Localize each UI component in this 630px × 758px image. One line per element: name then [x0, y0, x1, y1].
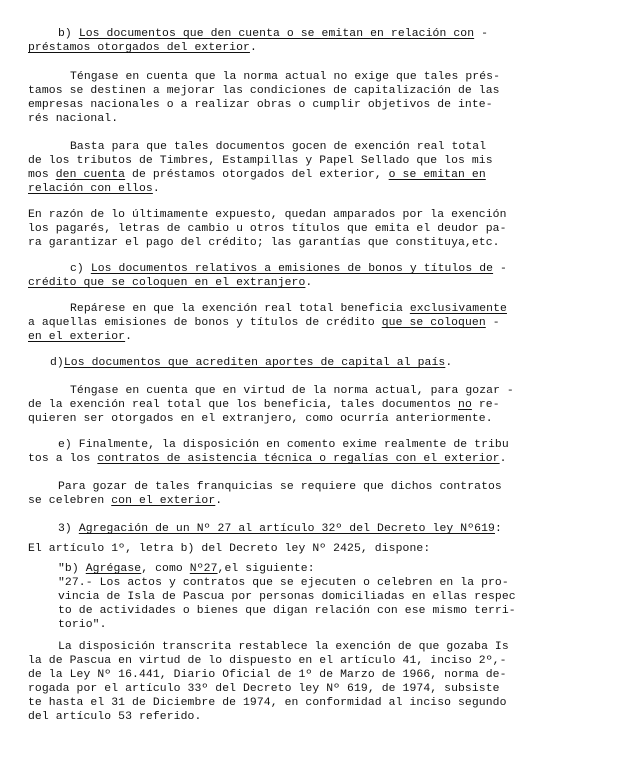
text-segment: rés nacional. [28, 113, 119, 125]
text-segment: de préstamos otorgados del exterior, [125, 169, 389, 181]
text-line [28, 710, 201, 725]
underlined-text: Los documentos relativos a emisiones de bonos y títulos de [90, 263, 494, 275]
text-segment: Para gozar de tales franquicias se requiere que dichos contratos [58, 481, 502, 493]
text-segment: , como [141, 563, 190, 575]
text-segment: se celebren [28, 495, 112, 507]
underlined-text: Nº27 [189, 563, 218, 575]
underlined-text: Agregación de un Nº 27 al artículo 32º del Decreto ley Nº619 [78, 523, 495, 535]
text-segment: d) [50, 357, 64, 369]
text-segment: mos [28, 169, 56, 181]
text-segment: Téngase en cuenta que en virtud de la norma actual, para gozar - [70, 385, 514, 397]
text-segment: . [215, 495, 223, 507]
text-segment: torio". [58, 619, 107, 631]
text-segment: vincia de Isla de Pascua por personas domiciliadas en ellas respec [58, 591, 516, 603]
text-segment: . [499, 453, 507, 465]
underlined-text: Agrégase [85, 563, 142, 575]
text-line [58, 604, 516, 619]
text-line [28, 316, 500, 331]
text-segment: En razón de lo últimamente expuesto, quedan amparados por la exención [28, 209, 507, 221]
underlined-text: relación con ellos [28, 183, 153, 195]
text-segment: rogada por el artículo 33º del Decreto ley Nº 619, de 1974, subsiste [28, 683, 500, 695]
text-segment: c) [70, 263, 91, 275]
text-line [58, 618, 107, 633]
text-segment: a aquellas emisiones de bonos y títulos de crédito [28, 317, 382, 329]
text-line [28, 208, 507, 223]
text-segment: - [474, 28, 489, 40]
text-line [28, 412, 493, 427]
text-segment: . [152, 183, 160, 195]
text-segment: Basta para que tales documentos gocen de exención real total [70, 141, 487, 153]
text-line [28, 84, 500, 99]
text-segment: : [494, 523, 502, 535]
text-segment: la de Pascua en virtud de lo dispuesto en el artículo 41, inciso 2º,- [28, 655, 507, 667]
text-line [50, 356, 452, 371]
underlined-text: con el exterior [111, 495, 216, 507]
underlined-text: Los documentos que den cuenta o se emitan en relación con [78, 28, 475, 40]
underlined-text: Los documentos que acrediten aportes de capital al país [63, 357, 446, 369]
text-segment: ,el siguiente: [217, 563, 315, 575]
text-segment: empresas nacionales o a realizar obras o cumplir objetivos de inte- [28, 99, 493, 111]
text-segment: "27.- Los actos y contratos que se ejecuten o celebren en la pro- [58, 577, 509, 589]
text-segment: e) Finalmente, la disposición en comento exime realmente de tribu [58, 439, 509, 451]
text-segment: La disposición transcrita restablece la exención de que gozaba Is [58, 641, 509, 653]
text-line [28, 276, 312, 291]
text-segment: de la Ley Nº 16.441, Diario Oficial de 1º de Marzo de 1966, norma de- [28, 669, 507, 681]
text-line [28, 654, 507, 669]
text-line [28, 398, 500, 413]
underlined-text: exclusivamente [409, 303, 507, 315]
text-line [28, 41, 257, 56]
text-segment: de los tributos de Timbres, Estampillas y Papel Sellado que los mis [28, 155, 493, 167]
text-segment: to de actividades o bienes que digan relación con ese mismo terri- [58, 605, 516, 617]
text-segment: los pagarés, letras de cambio u otros títulos que emita el deudor pa- [28, 223, 507, 235]
text-line [58, 576, 509, 591]
text-line [58, 438, 509, 453]
text-line [28, 682, 500, 697]
text-line [70, 302, 507, 317]
text-segment: . [445, 357, 453, 369]
text-line [28, 542, 430, 557]
text-segment: 3) [58, 523, 79, 535]
text-line [28, 330, 132, 345]
text-line [58, 27, 488, 42]
text-segment: quieren ser otorgados en el extranjero, como ocurría anteriormente. [28, 413, 493, 425]
underlined-text: no [458, 399, 472, 411]
text-segment: b) [58, 28, 79, 40]
text-segment: "b) [58, 563, 86, 575]
underlined-text: que se coloquen [381, 317, 486, 329]
text-segment: El artículo 1º, letra b) del Decreto ley Nº 2425, dispone: [28, 543, 431, 555]
text-line [70, 384, 514, 399]
text-line [58, 522, 502, 537]
underlined-text: o se emitan en [388, 169, 486, 181]
text-segment: - [485, 317, 500, 329]
text-line [58, 590, 516, 605]
text-line [70, 140, 486, 155]
underlined-text: en el exterior [28, 331, 126, 343]
text-segment: ra garantizar el pago del crédito; las garantías que constituya,etc. [28, 237, 500, 249]
text-line [28, 98, 493, 113]
text-segment: te hasta el 31 de Diciembre de 1974, en conformidad al inciso segundo [28, 697, 507, 709]
underlined-text: crédito que se coloquen en el extranjero [28, 277, 306, 289]
text-segment: . [125, 331, 133, 343]
text-line [28, 452, 507, 467]
text-segment: re- [471, 399, 500, 411]
text-segment: . [249, 42, 257, 54]
underlined-text: den cuenta [55, 169, 126, 181]
text-line [28, 494, 222, 509]
text-segment: - [493, 263, 507, 275]
text-segment: . [305, 277, 313, 289]
text-line [28, 696, 507, 711]
text-line [58, 562, 315, 577]
text-line [28, 222, 507, 237]
text-segment: del artículo 53 referido. [28, 711, 202, 723]
text-line [28, 154, 493, 169]
text-line [70, 70, 500, 85]
text-segment: tamos se destinen a mejorar las condiciones de capitalización de las [28, 85, 500, 97]
text-line [28, 236, 500, 251]
text-segment: tos a los [28, 453, 98, 465]
underlined-text: préstamos otorgados del exterior [28, 42, 250, 54]
text-line [28, 182, 160, 197]
text-line [70, 262, 507, 277]
text-segment: Repárese en que la exención real total beneficia [70, 303, 410, 315]
text-line [28, 168, 486, 183]
text-line [28, 668, 507, 683]
underlined-text: contratos de asistencia técnica o regalías con el exterior [97, 453, 500, 465]
text-line [28, 112, 118, 127]
text-line [58, 480, 502, 495]
text-line [58, 640, 509, 655]
text-segment: de la exención real total que los beneficia, tales documentos [28, 399, 459, 411]
text-segment: Téngase en cuenta que la norma actual no exige que tales prés- [70, 71, 501, 83]
